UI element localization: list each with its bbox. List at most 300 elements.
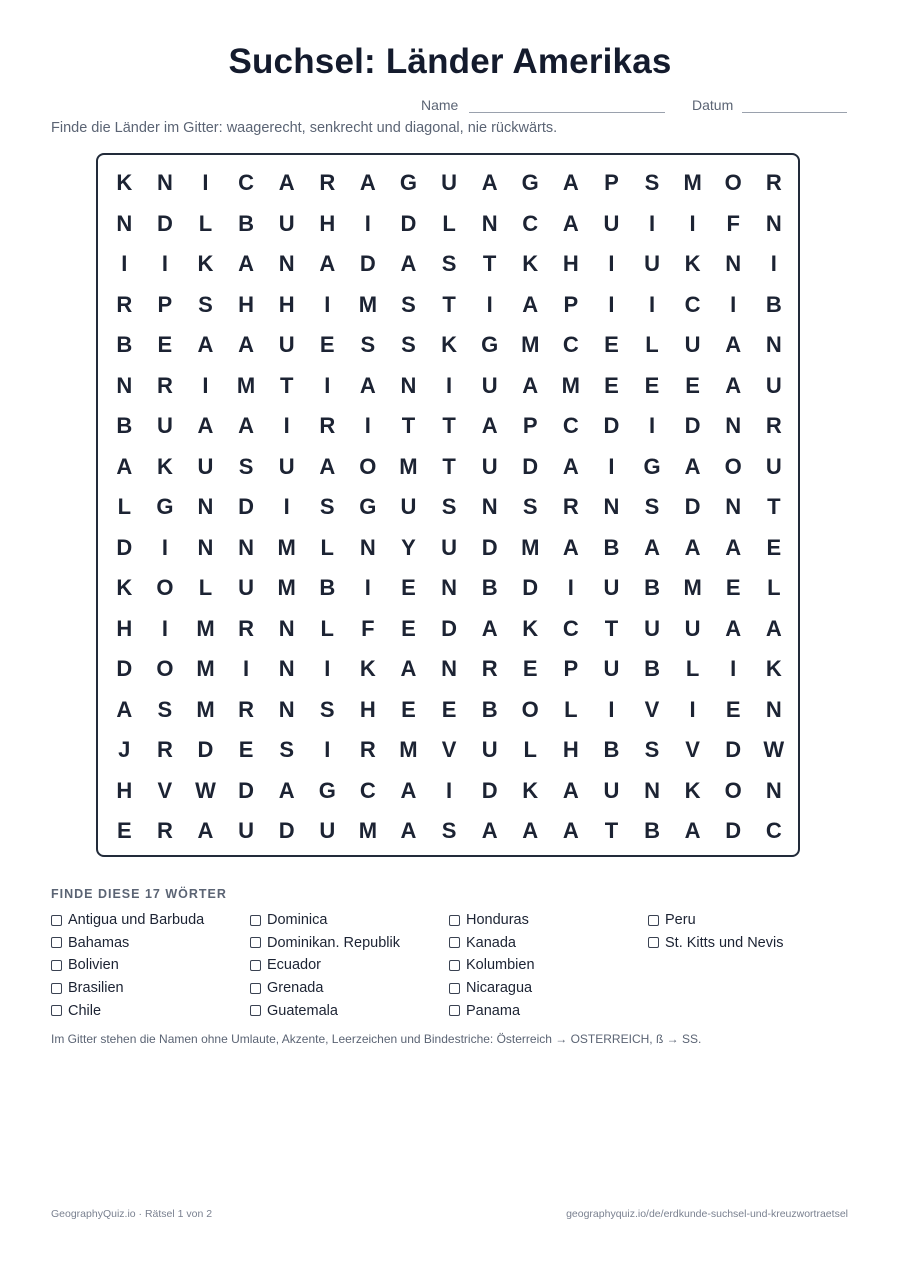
grid-cell[interactable]: W — [763, 737, 785, 763]
grid-cell[interactable]: U — [278, 210, 295, 236]
grid-cell[interactable]: N — [441, 575, 457, 601]
grid-cell[interactable]: P — [563, 656, 579, 682]
word-list-item[interactable] — [51, 1001, 101, 1021]
grid-cell[interactable]: A — [238, 251, 255, 277]
grid-cell[interactable]: I — [243, 656, 250, 682]
grid-cell[interactable]: K — [116, 575, 133, 601]
grid-cell[interactable]: M — [236, 372, 256, 398]
grid-cell[interactable]: D — [684, 494, 701, 520]
grid-cell[interactable]: K — [684, 251, 701, 277]
grid-cell[interactable]: A — [116, 453, 133, 479]
word-list-item[interactable] — [449, 955, 535, 975]
grid-cell[interactable]: O — [724, 777, 742, 803]
grid-cell[interactable]: S — [279, 737, 295, 763]
grid-cell[interactable]: C — [765, 818, 782, 844]
grid-cell[interactable]: S — [360, 332, 376, 358]
grid-cell[interactable]: L — [442, 210, 456, 236]
grid-cell[interactable]: A — [319, 251, 336, 277]
grid-cell[interactable]: S — [644, 170, 660, 196]
grid-cell[interactable]: A — [522, 372, 539, 398]
grid-cell[interactable]: P — [522, 413, 538, 439]
grid-cell[interactable]: N — [359, 534, 376, 560]
grid-cell[interactable]: A — [684, 534, 701, 560]
grid-cell[interactable]: R — [319, 413, 336, 439]
grid-cell[interactable]: O — [724, 453, 742, 479]
grid-cell[interactable]: I — [608, 453, 615, 479]
grid-cell[interactable]: L — [645, 332, 659, 358]
grid-cell[interactable]: G — [359, 494, 377, 520]
grid-cell[interactable]: V — [644, 696, 660, 722]
grid-cell[interactable]: U — [441, 170, 457, 196]
grid-cell[interactable]: A — [319, 453, 336, 479]
grid-cell[interactable]: A — [562, 210, 579, 236]
name-field[interactable] — [469, 112, 665, 113]
word-checkbox[interactable] — [449, 1005, 460, 1016]
grid-cell[interactable]: T — [442, 291, 456, 317]
grid-cell[interactable]: K — [197, 251, 214, 277]
grid-cell[interactable]: R — [156, 818, 173, 844]
grid-cell[interactable]: D — [725, 818, 742, 844]
grid-cell[interactable]: B — [319, 575, 336, 601]
word-list-item[interactable] — [250, 933, 400, 953]
grid-cell[interactable]: U — [603, 656, 620, 682]
word-checkbox[interactable] — [648, 937, 659, 948]
grid-cell[interactable]: L — [320, 615, 334, 641]
word-list-item[interactable] — [449, 933, 516, 953]
grid-cell[interactable]: T — [604, 615, 619, 641]
grid-cell[interactable]: A — [765, 615, 782, 641]
grid-cell[interactable]: I — [689, 696, 696, 722]
grid-cell[interactable]: A — [562, 818, 579, 844]
grid-cell[interactable]: R — [238, 696, 255, 722]
grid-cell[interactable]: I — [648, 413, 656, 439]
grid-cell[interactable]: I — [324, 737, 331, 763]
word-list-item[interactable] — [51, 910, 204, 930]
grid-cell[interactable]: L — [320, 534, 334, 560]
grid-cell[interactable]: S — [401, 332, 416, 358]
grid-cell[interactable]: N — [481, 210, 498, 236]
word-list-item[interactable] — [449, 910, 529, 930]
grid-cell[interactable]: K — [156, 453, 173, 479]
grid-cell[interactable]: K — [441, 332, 457, 358]
grid-cell[interactable]: A — [481, 818, 498, 844]
grid-cell[interactable]: M — [521, 332, 540, 358]
grid-cell[interactable]: N — [197, 534, 214, 560]
grid-cell[interactable]: R — [156, 737, 173, 763]
grid-cell[interactable]: E — [604, 332, 619, 358]
grid-cell[interactable]: D — [481, 777, 498, 803]
grid-cell[interactable]: M — [277, 575, 296, 601]
word-checkbox[interactable] — [250, 937, 261, 948]
grid-cell[interactable]: R — [562, 494, 579, 520]
grid-cell[interactable]: I — [486, 291, 493, 317]
grid-cell[interactable]: U — [278, 332, 295, 358]
grid-cell[interactable]: A — [644, 534, 660, 560]
grid-cell[interactable]: I — [283, 494, 290, 520]
grid-cell[interactable]: S — [441, 494, 457, 520]
word-checkbox[interactable] — [250, 915, 261, 926]
grid-cell[interactable]: A — [562, 777, 579, 803]
grid-cell[interactable]: R — [238, 615, 255, 641]
grid-cell[interactable]: K — [684, 777, 701, 803]
grid-cell[interactable]: D — [522, 453, 539, 479]
grid-cell[interactable]: E — [401, 615, 416, 641]
grid-cell[interactable]: A — [400, 818, 417, 844]
grid-cell[interactable]: N — [278, 615, 295, 641]
grid-cell[interactable]: D — [400, 210, 417, 236]
grid-cell[interactable]: U — [481, 372, 498, 398]
grid-cell[interactable]: N — [400, 372, 417, 398]
grid-cell[interactable]: U — [603, 210, 620, 236]
grid-cell[interactable]: A — [725, 332, 742, 358]
grid-cell[interactable]: D — [116, 534, 133, 560]
grid-cell[interactable]: E — [766, 534, 782, 560]
word-checkbox[interactable] — [250, 1005, 261, 1016]
grid-cell[interactable]: A — [481, 413, 498, 439]
grid-cell[interactable]: A — [725, 534, 742, 560]
grid-cell[interactable]: I — [161, 534, 168, 560]
grid-cell[interactable]: B — [603, 534, 620, 560]
grid-cell[interactable]: H — [319, 210, 336, 236]
grid-cell[interactable]: D — [238, 494, 255, 520]
word-checkbox[interactable] — [449, 960, 460, 971]
grid-cell[interactable]: I — [648, 291, 656, 317]
grid-cell[interactable]: U — [684, 332, 701, 358]
grid-cell[interactable]: A — [278, 777, 295, 803]
grid-cell[interactable]: U — [644, 251, 660, 277]
word-checkbox[interactable] — [51, 937, 62, 948]
word-checkbox[interactable] — [250, 983, 261, 994]
grid-cell[interactable]: I — [648, 210, 656, 236]
grid-cell[interactable]: N — [116, 372, 133, 398]
grid-cell[interactable]: I — [121, 251, 128, 277]
grid-cell[interactable]: A — [238, 413, 255, 439]
grid-cell[interactable]: E — [441, 696, 457, 722]
grid-cell[interactable]: M — [399, 453, 418, 479]
grid-cell[interactable]: S — [522, 494, 538, 520]
grid-cell[interactable]: K — [522, 251, 539, 277]
grid-cell[interactable]: U — [238, 818, 255, 844]
grid-cell[interactable]: I — [608, 696, 615, 722]
grid-cell[interactable]: H — [562, 251, 579, 277]
word-checkbox[interactable] — [51, 915, 62, 926]
grid-cell[interactable]: C — [522, 210, 539, 236]
grid-cell[interactable]: A — [400, 251, 417, 277]
grid-cell[interactable]: E — [725, 575, 741, 601]
grid-cell[interactable]: D — [116, 656, 133, 682]
grid-cell[interactable]: A — [684, 453, 701, 479]
grid-cell[interactable]: I — [689, 210, 696, 236]
grid-cell[interactable]: M — [358, 818, 378, 844]
grid-cell[interactable]: N — [238, 534, 255, 560]
grid-cell[interactable]: O — [521, 696, 539, 722]
grid-cell[interactable]: A — [562, 170, 579, 196]
grid-cell[interactable]: U — [765, 453, 782, 479]
grid-cell[interactable]: P — [604, 170, 619, 196]
grid-cell[interactable]: K — [522, 615, 539, 641]
grid-cell[interactable]: L — [767, 575, 781, 601]
grid-cell[interactable]: U — [481, 453, 498, 479]
grid-cell[interactable]: B — [765, 291, 782, 317]
grid-cell[interactable]: U — [156, 413, 173, 439]
grid-cell[interactable]: U — [278, 453, 295, 479]
word-checkbox[interactable] — [449, 983, 460, 994]
grid-cell[interactable]: E — [401, 575, 416, 601]
grid-cell[interactable]: R — [765, 170, 782, 196]
grid-cell[interactable]: I — [324, 656, 331, 682]
grid-cell[interactable]: S — [198, 291, 213, 317]
grid-cell[interactable]: B — [644, 575, 660, 601]
word-list-item[interactable] — [648, 933, 783, 953]
grid-cell[interactable]: I — [283, 413, 290, 439]
grid-cell[interactable]: I — [324, 291, 331, 317]
grid-cell[interactable]: U — [319, 818, 336, 844]
grid-cell[interactable]: A — [359, 170, 376, 196]
grid-cell[interactable]: I — [730, 291, 737, 317]
grid-cell[interactable]: M — [358, 291, 378, 317]
grid-cell[interactable]: O — [724, 170, 742, 196]
grid-cell[interactable]: D — [238, 777, 255, 803]
grid-cell[interactable]: H — [562, 737, 579, 763]
grid-cell[interactable]: A — [725, 615, 742, 641]
grid-cell[interactable]: B — [481, 575, 498, 601]
grid-cell[interactable]: I — [364, 413, 371, 439]
grid-cell[interactable]: H — [278, 291, 295, 317]
grid-cell[interactable]: U — [765, 372, 782, 398]
word-checkbox[interactable] — [51, 1005, 62, 1016]
grid-cell[interactable]: R — [481, 656, 498, 682]
grid-cell[interactable]: A — [400, 777, 417, 803]
grid-cell[interactable]: E — [725, 696, 741, 722]
word-list-item[interactable] — [648, 910, 696, 930]
grid-cell[interactable]: B — [116, 332, 133, 358]
grid-cell[interactable]: I — [364, 210, 371, 236]
grid-cell[interactable]: R — [359, 737, 376, 763]
grid-cell[interactable]: T — [401, 413, 416, 439]
grid-cell[interactable]: N — [765, 777, 782, 803]
grid-cell[interactable]: M — [683, 170, 702, 196]
grid-cell[interactable]: L — [685, 656, 700, 682]
grid-cell[interactable]: A — [522, 818, 539, 844]
word-checkbox[interactable] — [51, 960, 62, 971]
grid-cell[interactable]: A — [197, 332, 214, 358]
grid-cell[interactable]: G — [643, 453, 661, 479]
grid-cell[interactable]: G — [156, 494, 174, 520]
grid-cell[interactable]: E — [401, 696, 416, 722]
grid-cell[interactable]: S — [238, 453, 254, 479]
grid-cell[interactable]: N — [197, 494, 214, 520]
grid-cell[interactable]: A — [359, 372, 376, 398]
grid-cell[interactable]: O — [156, 656, 174, 682]
grid-cell[interactable]: L — [198, 575, 213, 601]
grid-cell[interactable]: R — [319, 170, 336, 196]
footer-url[interactable]: geographyquiz.io/de/erdkunde-suchsel-und-kreuzwortraetsel — [566, 1208, 848, 1220]
grid-cell[interactable]: A — [400, 656, 417, 682]
grid-cell[interactable]: B — [481, 696, 498, 722]
grid-cell[interactable]: U — [197, 453, 214, 479]
grid-cell[interactable]: E — [116, 818, 132, 844]
grid-cell[interactable]: V — [685, 737, 700, 763]
grid-cell[interactable]: S — [319, 494, 335, 520]
grid-cell[interactable]: K — [522, 777, 539, 803]
grid-cell[interactable]: O — [359, 453, 377, 479]
grid-cell[interactable]: D — [359, 251, 376, 277]
grid-cell[interactable]: A — [197, 818, 214, 844]
grid-cell[interactable]: N — [481, 494, 498, 520]
grid-cell[interactable]: T — [482, 251, 497, 277]
grid-cell[interactable]: N — [725, 494, 742, 520]
word-list-item[interactable] — [449, 1001, 520, 1021]
grid-cell[interactable]: P — [563, 291, 579, 317]
grid-cell[interactable]: M — [683, 575, 702, 601]
grid-cell[interactable]: B — [238, 210, 255, 236]
grid-cell[interactable]: J — [118, 737, 131, 763]
letter-grid[interactable] — [104, 163, 794, 851]
grid-cell[interactable]: C — [562, 615, 579, 641]
grid-cell[interactable]: N — [765, 332, 782, 358]
grid-cell[interactable]: L — [564, 696, 578, 722]
grid-cell[interactable]: H — [359, 696, 376, 722]
grid-cell[interactable]: D — [522, 575, 539, 601]
grid-cell[interactable]: E — [644, 372, 660, 398]
grid-cell[interactable]: Y — [401, 534, 416, 560]
word-checkbox[interactable] — [449, 937, 460, 948]
grid-cell[interactable]: S — [401, 291, 416, 317]
grid-cell[interactable]: B — [644, 818, 660, 844]
word-list-item[interactable] — [250, 978, 323, 998]
grid-cell[interactable]: E — [685, 372, 700, 398]
grid-cell[interactable]: I — [161, 251, 168, 277]
grid-cell[interactable]: M — [277, 534, 296, 560]
grid-cell[interactable]: A — [481, 170, 498, 196]
grid-cell[interactable]: S — [644, 737, 660, 763]
grid-cell[interactable]: M — [196, 656, 215, 682]
word-list-item[interactable] — [449, 978, 532, 998]
grid-cell[interactable]: D — [278, 818, 295, 844]
grid-cell[interactable]: U — [238, 575, 255, 601]
word-list-item[interactable] — [51, 955, 119, 975]
grid-cell[interactable]: G — [481, 332, 499, 358]
grid-cell[interactable]: I — [202, 372, 209, 398]
grid-cell[interactable]: U — [684, 615, 701, 641]
grid-cell[interactable]: S — [319, 696, 335, 722]
grid-cell[interactable]: I — [567, 575, 574, 601]
grid-cell[interactable]: R — [116, 291, 133, 317]
grid-cell[interactable]: C — [238, 170, 255, 196]
grid-cell[interactable]: T — [442, 453, 456, 479]
grid-cell[interactable]: B — [644, 656, 660, 682]
grid-cell[interactable]: O — [156, 575, 174, 601]
word-checkbox[interactable] — [449, 915, 460, 926]
grid-cell[interactable]: R — [156, 372, 173, 398]
grid-cell[interactable]: G — [318, 777, 336, 803]
grid-cell[interactable]: V — [157, 777, 173, 803]
grid-cell[interactable]: B — [603, 737, 620, 763]
grid-cell[interactable]: N — [765, 696, 782, 722]
grid-cell[interactable]: I — [364, 575, 371, 601]
grid-cell[interactable]: H — [116, 615, 133, 641]
grid-cell[interactable]: W — [195, 777, 216, 803]
grid-cell[interactable]: U — [603, 777, 620, 803]
grid-cell[interactable]: I — [730, 656, 737, 682]
grid-cell[interactable]: N — [644, 777, 660, 803]
grid-cell[interactable]: N — [116, 210, 133, 236]
grid-cell[interactable]: K — [116, 170, 133, 196]
grid-cell[interactable]: N — [278, 251, 295, 277]
grid-cell[interactable]: E — [604, 372, 619, 398]
word-list-item[interactable] — [51, 933, 129, 953]
grid-cell[interactable]: N — [278, 696, 295, 722]
grid-cell[interactable]: L — [117, 494, 132, 520]
grid-cell[interactable]: C — [684, 291, 701, 317]
grid-cell[interactable]: M — [196, 615, 215, 641]
grid-cell[interactable]: I — [202, 170, 209, 196]
grid-cell[interactable]: L — [198, 210, 213, 236]
grid-cell[interactable]: U — [644, 615, 660, 641]
grid-cell[interactable]: T — [442, 413, 456, 439]
grid-cell[interactable]: B — [116, 413, 133, 439]
grid-cell[interactable]: M — [196, 696, 215, 722]
grid-cell[interactable]: S — [157, 696, 173, 722]
grid-cell[interactable]: A — [278, 170, 295, 196]
word-list-item[interactable] — [250, 955, 321, 975]
grid-cell[interactable]: H — [116, 777, 133, 803]
grid-cell[interactable]: U — [400, 494, 417, 520]
grid-cell[interactable]: K — [765, 656, 782, 682]
grid-cell[interactable]: U — [603, 575, 620, 601]
word-list-item[interactable] — [250, 910, 327, 930]
grid-cell[interactable]: T — [767, 494, 781, 520]
word-checkbox[interactable] — [250, 960, 261, 971]
grid-cell[interactable]: V — [441, 737, 457, 763]
grid-cell[interactable]: D — [725, 737, 742, 763]
grid-cell[interactable]: I — [608, 291, 615, 317]
grid-cell[interactable]: N — [725, 413, 742, 439]
grid-cell[interactable]: D — [156, 210, 173, 236]
grid-cell[interactable]: N — [765, 210, 782, 236]
grid-cell[interactable]: P — [157, 291, 173, 317]
grid-cell[interactable]: A — [481, 615, 498, 641]
grid-cell[interactable]: I — [608, 251, 615, 277]
grid-cell[interactable]: N — [725, 251, 742, 277]
grid-cell[interactable]: A — [238, 332, 255, 358]
word-list-item[interactable] — [51, 978, 124, 998]
word-checkbox[interactable] — [648, 915, 659, 926]
grid-cell[interactable]: T — [604, 818, 619, 844]
grid-cell[interactable]: A — [725, 372, 742, 398]
grid-cell[interactable]: N — [603, 494, 620, 520]
grid-cell[interactable]: U — [441, 534, 457, 560]
grid-cell[interactable]: I — [161, 615, 168, 641]
grid-cell[interactable]: E — [522, 656, 538, 682]
grid-cell[interactable]: S — [441, 251, 457, 277]
word-checkbox[interactable] — [51, 983, 62, 994]
grid-cell[interactable]: H — [238, 291, 255, 317]
grid-cell[interactable]: I — [770, 251, 777, 277]
grid-cell[interactable]: D — [603, 413, 620, 439]
grid-cell[interactable]: F — [726, 210, 740, 236]
grid-cell[interactable]: D — [197, 737, 214, 763]
grid-cell[interactable]: A — [562, 534, 579, 560]
grid-cell[interactable]: D — [481, 534, 498, 560]
grid-cell[interactable]: N — [278, 656, 295, 682]
grid-cell[interactable]: A — [684, 818, 701, 844]
grid-cell[interactable]: A — [197, 413, 214, 439]
grid-cell[interactable]: K — [359, 656, 376, 682]
grid-cell[interactable]: E — [238, 737, 254, 763]
grid-cell[interactable]: F — [361, 615, 375, 641]
grid-cell[interactable]: I — [445, 777, 453, 803]
